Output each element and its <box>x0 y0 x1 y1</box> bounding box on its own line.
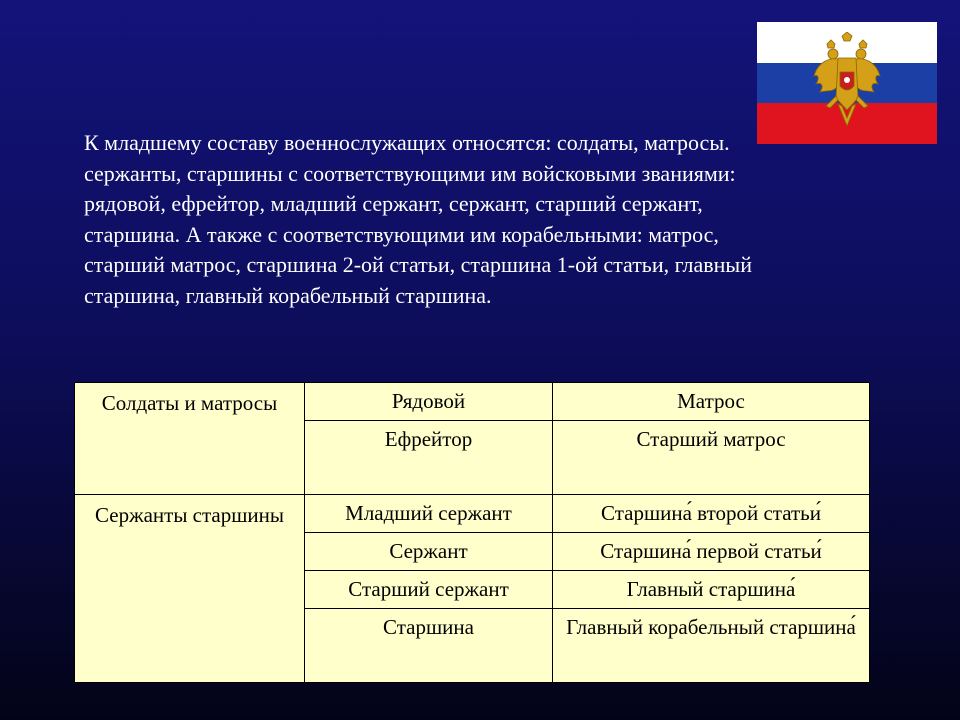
army-rank-cell: Ефрейтор <box>305 421 553 495</box>
army-rank-cell: Старшина <box>305 609 553 683</box>
navy-rank-cell: Старшина́ первой статьи́ <box>553 533 870 571</box>
army-rank-cell: Старший сержант <box>305 571 553 609</box>
table-row <box>75 495 870 533</box>
ranks-table <box>74 382 870 683</box>
navy-rank-cell: Старший матрос <box>553 421 870 495</box>
russian-flag <box>757 22 937 144</box>
army-rank-cell: Младший сержант <box>305 495 553 533</box>
army-rank-cell: Рядовой <box>305 383 553 421</box>
group-cell: Солдаты и матросы <box>75 383 305 495</box>
army-rank-cell: Сержант <box>305 533 553 571</box>
group-cell: Сержанты старшины <box>75 495 305 683</box>
navy-rank-cell: Матрос <box>553 383 870 421</box>
navy-rank-cell: Главный корабельный старшина́ <box>553 609 870 683</box>
intro-paragraph: К младшему составу военнослужащих относятся: солдаты, матросы. сержанты, старшины с соответствующими им войсковыми званиями: рядовой, ефрейтор, младший сержант, сержант, старший сержант, старшина. А также с соответствующими им корабельными: матрос, старший матрос, старшина 2-ой статьи, старшина 1-ой статьи, главный старшина, главный корабельный старшина. <box>84 130 752 308</box>
navy-rank-cell: Старшина́ второй статьи́ <box>553 495 870 533</box>
table-row <box>75 383 870 421</box>
navy-rank-cell: Главный старшина́ <box>553 571 870 609</box>
double-headed-eagle-icon <box>812 32 882 134</box>
